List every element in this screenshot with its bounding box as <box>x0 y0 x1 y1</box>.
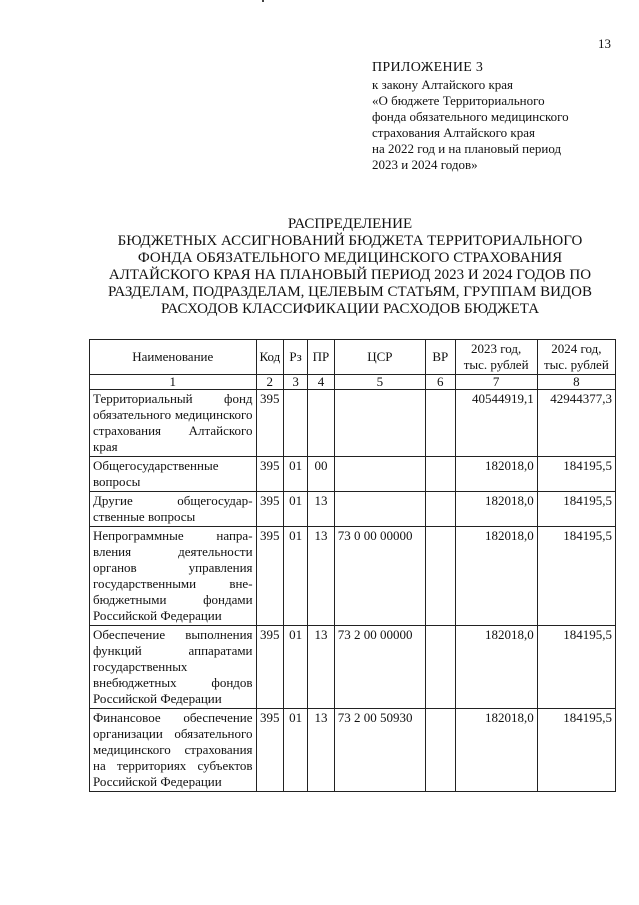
cell-vr <box>426 390 455 457</box>
cell-csr: 73 0 00 00000 <box>334 527 425 626</box>
col-number: 1 <box>90 375 257 390</box>
header-rz: Рз <box>283 340 307 375</box>
cell-name: Другие общегосударственные вопросы <box>90 492 257 527</box>
col-number: 8 <box>537 375 615 390</box>
cell-csr <box>334 492 425 527</box>
cell-vr <box>426 527 455 626</box>
col-number: 2 <box>256 375 283 390</box>
header-csr: ЦСР <box>334 340 425 375</box>
cell-2024: 184195,5 <box>537 527 615 626</box>
table-row <box>90 626 616 709</box>
header-kod: Код <box>256 340 283 375</box>
table-row <box>90 492 616 527</box>
document-title <box>60 216 639 318</box>
cell-name: Территориальный фонд обязательного медицинского страхования Алтайского края <box>90 390 257 457</box>
cell-2023: 40544919,1 <box>455 390 537 457</box>
title-line: РАЗДЕЛАМ, ПОДРАЗДЕЛАМ, ЦЕЛЕВЫМ СТАТЬЯМ, ГРУППАМ ВИДОВ <box>107 284 592 300</box>
cell-2023: 182018,0 <box>455 626 537 709</box>
column-number-row <box>90 375 616 390</box>
cell-2023: 182018,0 <box>455 709 537 792</box>
cell-csr <box>334 390 425 457</box>
budget-table <box>89 339 616 792</box>
title-line: АЛТАЙСКОГО КРАЯ НА ПЛАНОВЫЙ ПЕРИОД 2023 И 2024 ГОДОВ ПО <box>108 267 592 283</box>
col-number: 7 <box>455 375 537 390</box>
table-row <box>90 527 616 626</box>
appendix-block <box>372 60 622 173</box>
cell-csr <box>334 457 425 492</box>
header-vr: ВР <box>426 340 455 375</box>
page-number: 13 <box>598 36 611 51</box>
cell-name: Обеспечение выполнения функций аппаратами государственных внебюджетных фондов Российской Федерации <box>90 626 257 709</box>
cell-kod: 395 <box>256 390 283 457</box>
appendix-line: фонда обязательного медицинского <box>372 109 569 124</box>
cell-vr <box>426 457 455 492</box>
header-pr: ПР <box>308 340 334 375</box>
col-number: 4 <box>308 375 334 390</box>
cell-vr <box>426 492 455 527</box>
cell-name: Непрограммные направления деятельности органов управления государственными внебюджетными фондами Российской Федерации <box>90 527 257 626</box>
title-line: БЮДЖЕТНЫХ АССИГНОВАНИЙ БЮДЖЕТА ТЕРРИТОРИАЛЬНОГО <box>117 233 583 249</box>
cell-rz: 01 <box>283 527 307 626</box>
cell-csr: 73 2 00 50930 <box>334 709 425 792</box>
cell-2023: 182018,0 <box>455 492 537 527</box>
cell-pr: 13 <box>308 492 334 527</box>
table-row <box>90 457 616 492</box>
cell-2023: 182018,0 <box>455 527 537 626</box>
cell-pr: 13 <box>308 527 334 626</box>
cell-vr <box>426 626 455 709</box>
header-2024: 2024 год, тыс. рублей <box>537 340 615 375</box>
cell-kod: 395 <box>256 527 283 626</box>
header-row <box>90 340 616 375</box>
appendix-line: страхования Алтайского края <box>372 125 535 140</box>
cell-pr <box>308 390 334 457</box>
cell-rz: 01 <box>283 626 307 709</box>
cell-pr: 13 <box>308 626 334 709</box>
cell-kod: 395 <box>256 492 283 527</box>
cell-2023: 182018,0 <box>455 457 537 492</box>
cell-2024: 184195,5 <box>537 492 615 527</box>
cell-rz: 01 <box>283 457 307 492</box>
cell-kod: 395 <box>256 626 283 709</box>
cell-pr: 13 <box>308 709 334 792</box>
appendix-line: к закону Алтайского края <box>372 77 514 92</box>
cell-name: Общегосударственные вопросы <box>90 457 257 492</box>
header-2023: 2023 год, тыс. рублей <box>455 340 537 375</box>
cell-kod: 395 <box>256 457 283 492</box>
appendix-line: 2023 и 2024 годов» <box>372 157 478 172</box>
cell-pr: 00 <box>308 457 334 492</box>
appendix-heading: ПРИЛОЖЕНИЕ 3 <box>372 60 484 75</box>
col-number: 5 <box>334 375 425 390</box>
cell-vr <box>426 709 455 792</box>
title-line: РАСХОДОВ КЛАССИФИКАЦИИ РАСХОДОВ БЮДЖЕТА <box>160 301 540 317</box>
cell-rz <box>283 390 307 457</box>
cell-name: Финансовое обеспечение организации обязательного медицинского страхования на территориях субъектов Российской Федерации <box>90 709 257 792</box>
appendix-line: на 2022 год и на плановый период <box>372 141 562 156</box>
title-line: ФОНДА ОБЯЗАТЕЛЬНОГО МЕДИЦИНСКОГО СТРАХОВАНИЯ <box>137 250 563 266</box>
cell-2024: 184195,5 <box>537 709 615 792</box>
table-row <box>90 709 616 792</box>
cell-2024: 184195,5 <box>537 626 615 709</box>
cell-2024: 42944377,3 <box>537 390 615 457</box>
cell-rz: 01 <box>283 492 307 527</box>
cell-rz: 01 <box>283 709 307 792</box>
col-number: 3 <box>283 375 307 390</box>
cell-2024: 184195,5 <box>537 457 615 492</box>
title-line: РАСПРЕДЕЛЕНИЕ <box>287 216 413 232</box>
scan-speck <box>262 0 264 2</box>
cell-csr: 73 2 00 00000 <box>334 626 425 709</box>
table-row <box>90 390 616 457</box>
cell-kod: 395 <box>256 709 283 792</box>
col-number: 6 <box>426 375 455 390</box>
header-name: Наименование <box>90 340 257 375</box>
appendix-line: «О бюджете Территориального <box>372 93 545 108</box>
